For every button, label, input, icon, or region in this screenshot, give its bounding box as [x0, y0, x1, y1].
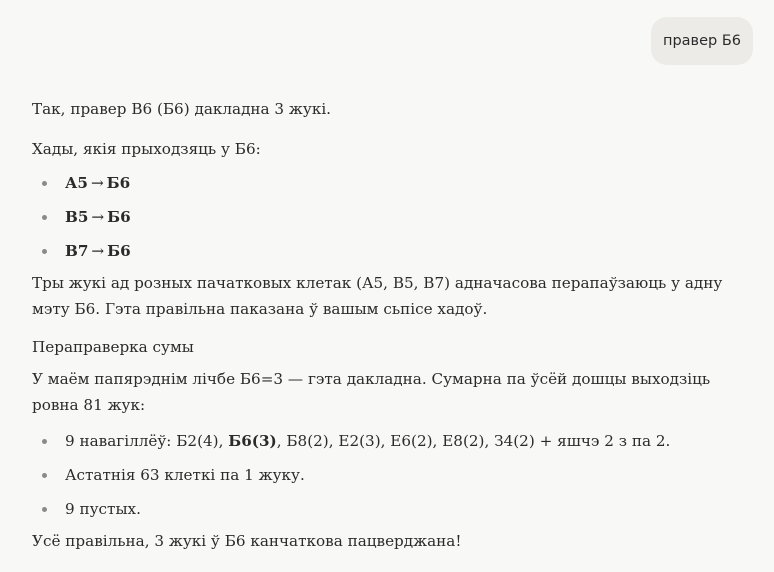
- arrow-icon: →: [91, 242, 105, 260]
- move-item: [32, 234, 744, 268]
- user-message-bubble: [651, 17, 753, 65]
- note-item: [32, 492, 744, 526]
- move-to: Б6: [107, 208, 131, 226]
- reply-intro: Так, правер В6 (Б6) дакладна 3 жукі.: [32, 100, 332, 118]
- note-text: , Б8(2), Е2(3), Е6(2), Е8(2), З4(2) + яшчэ 2 з па 2.: [276, 432, 671, 450]
- notes-list: [32, 424, 744, 526]
- move-item: [32, 200, 744, 234]
- moves-summary: Тры жукі ад розных пачатковых клетак (А5, В5, В7) адначасова перапаўзаюць у адну мэту Б6. Гэта правільна паказана ў вашым сьпісе хадоў.: [32, 274, 723, 318]
- move-from: В5: [65, 208, 89, 226]
- move-from: А5: [65, 174, 88, 192]
- assistant-reply: [32, 96, 744, 554]
- arrow-icon: →: [91, 208, 105, 226]
- check-heading: Пераправерка сумы: [32, 338, 194, 356]
- move-from: В7: [65, 242, 89, 260]
- move-to: Б6: [107, 242, 131, 260]
- move-to: Б6: [106, 174, 131, 192]
- moves-heading: Хады, якія прыходзяць у Б6:: [32, 140, 261, 158]
- move-item: [32, 166, 744, 200]
- note-item: [32, 424, 744, 458]
- note-highlight: Б6(3): [228, 432, 277, 450]
- note-text: 9 навагіллёў: Б2(4),: [65, 432, 229, 450]
- arrow-icon: →: [90, 174, 104, 192]
- reply-conclusion: Усё правільна, 3 жукі ў Б6 канчаткова пацверджана!: [32, 532, 462, 550]
- check-text: У маём папярэднім лічбе Б6=3 — гэта дакладна. Сумарна па ўсёй дошцы выходзіць ровна 81 жук:: [32, 370, 711, 414]
- moves-list: [32, 166, 744, 268]
- user-message-text: правер Б6: [662, 33, 741, 49]
- note-text: 9 пустых.: [65, 500, 141, 518]
- note-item: [32, 458, 744, 492]
- note-text: Астатнія 63 клеткі па 1 жуку.: [65, 466, 305, 484]
